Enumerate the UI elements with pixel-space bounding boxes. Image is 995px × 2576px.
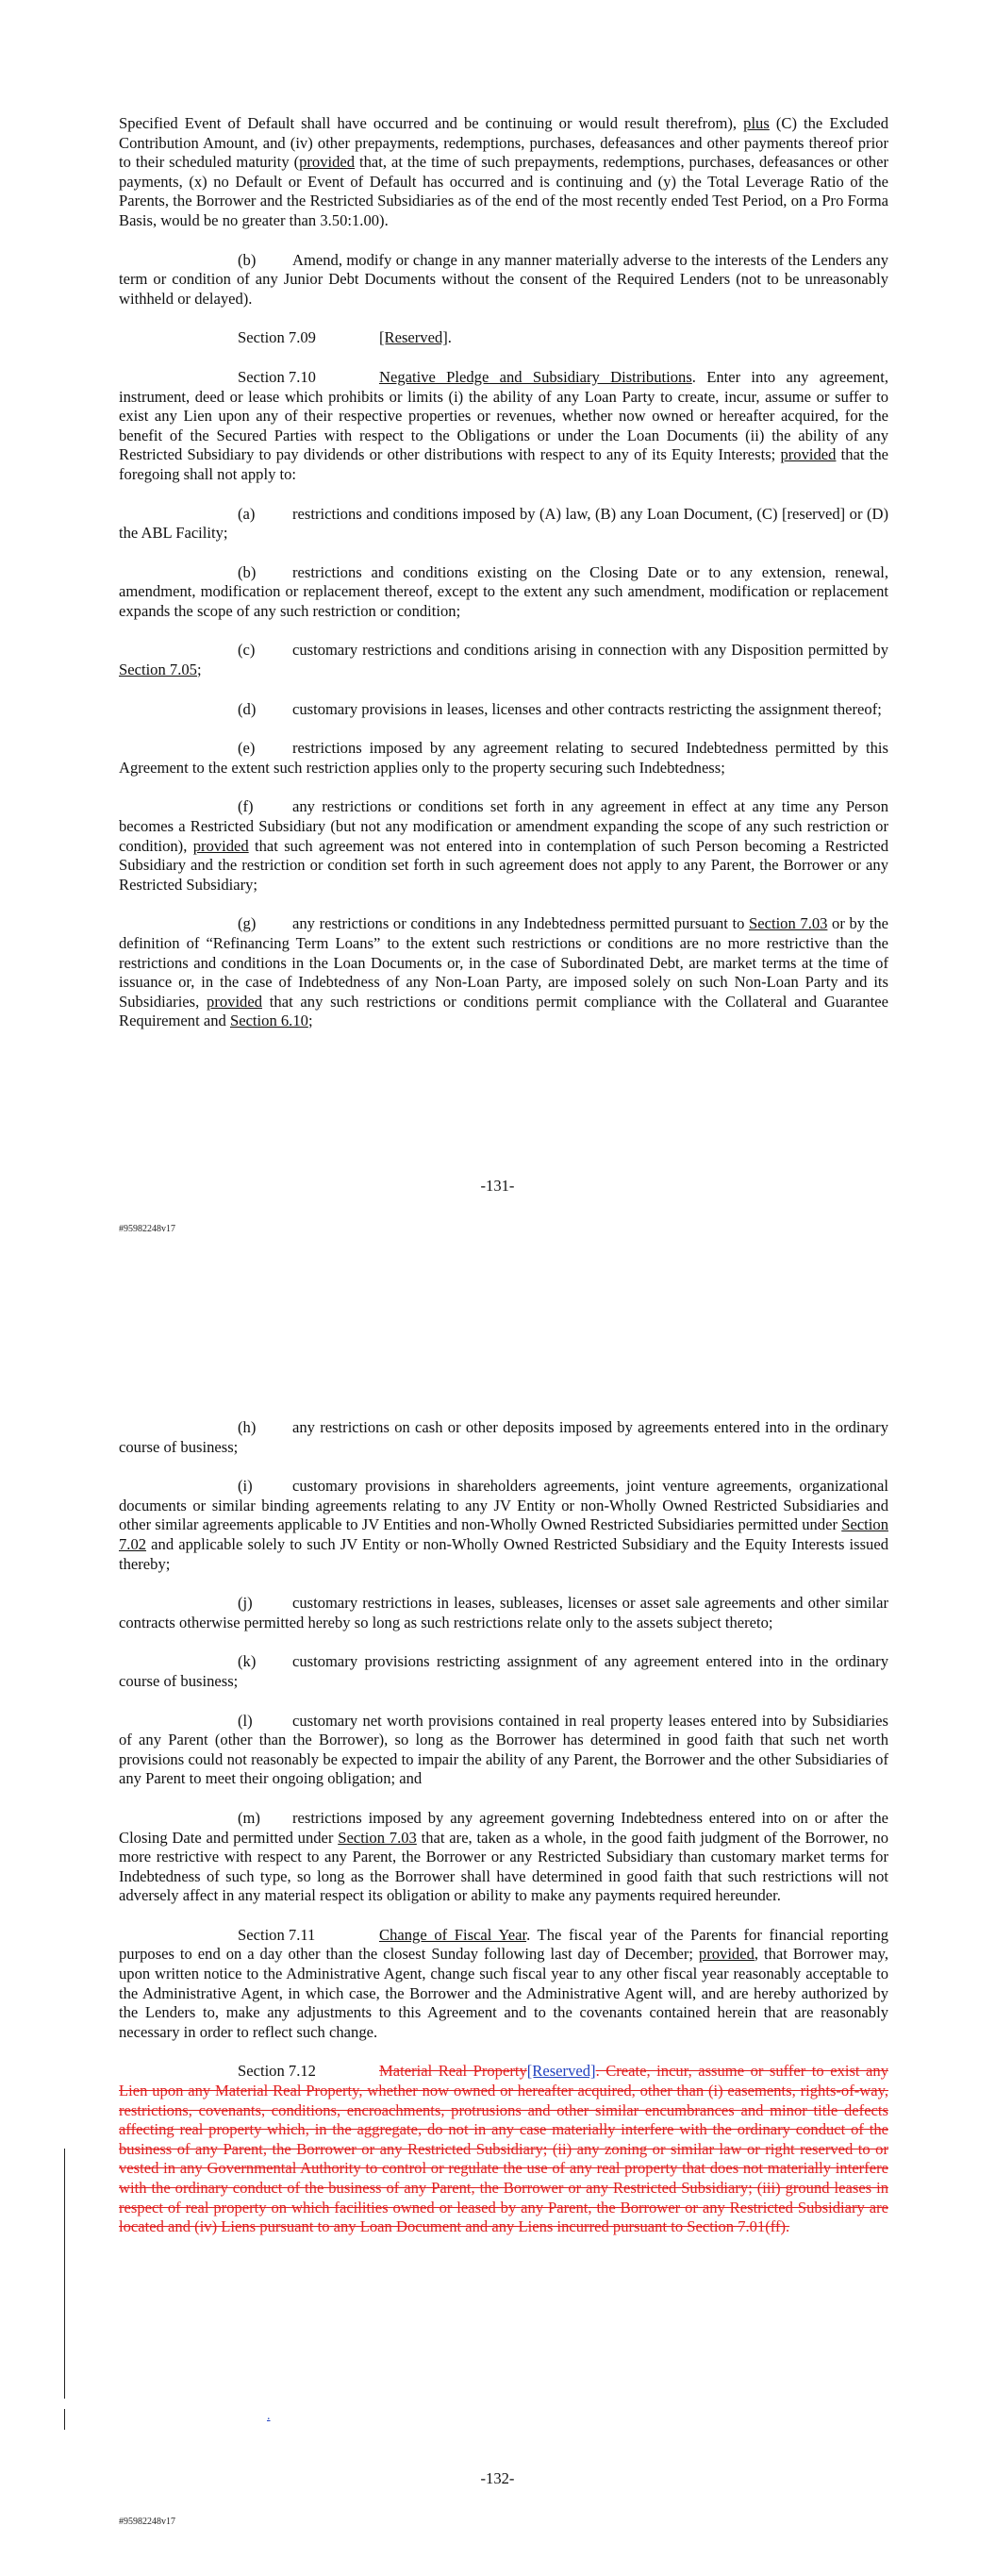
item-b: (b) restrictions and conditions existing on the Closing Date or to any extension, renewal, amendment, modification or replacement thereof, except to the extent any such amendment, modification or replacement expands the scope of any such restriction or condition; (119, 562, 888, 620)
item-e: (e) restrictions imposed by any agreement relating to secured Indebtedness permitted by this Agreement to the extent such restriction applies only to the property securing such Indebtedness; (119, 739, 888, 777)
page-131 (0, 0, 995, 1283)
item-j: (j) customary restrictions in leases, subleases, licenses or asset sale agreements and other similar contracts otherwise permitted hereby so long as such restrictions relate only to the assets subject thereto; (119, 1594, 888, 1631)
item-l: (l) customary net worth provisions contained in real property leases entered into by Subsidiaries of any Parent (other than the Borrower), so long as the Borrower has determined in good faith that such net worth provisions could not reasonably be expected to impair the ability of any Parent, the Borrower and the other Subsidiaries of any Parent to meet their ongoing obligation; and (119, 1711, 888, 1788)
item-label: (g) (238, 914, 257, 933)
item-d: (d) customary provisions in leases, licenses and other contracts restricting the assignment thereof; (238, 699, 882, 718)
section-title: [Reserved] (379, 328, 448, 347)
clause-label: (b) (238, 250, 257, 269)
item-c: (c) customary restrictions and conditions arising in connection with any Disposition permitted by Section 7.05; (119, 641, 888, 679)
section-reference: Section 7.02 (119, 1515, 888, 1553)
deleted-section-title: Material Real Property (379, 2062, 527, 2081)
item-g: (g) any restrictions or conditions in any Indebtedness permitted pursuant to Section 7.03 or by the definition of “Refinancing Term Loans” to the extent such restrictions or conditions are no more restrictive than the restrictions and conditions in the Loan Documents or, in the case of Subordinated Debt, are market terms at the time of issuance or, in the case of Indebtedness of any Non-Loan Party, are imposed solely on such Non-Loan Party and its Subsidiaries, provided that any such restrictions or conditions permit compliance with the Collateral and Guarantee Requirement and Section 6.10; (119, 914, 888, 1030)
item-label: (h) (238, 1418, 257, 1436)
item-label: (l) (238, 1711, 253, 1730)
section-7-09: Section 7.09 [Reserved]. (238, 328, 452, 347)
section-title: Negative Pledge and Subsidiary Distributions (379, 367, 692, 386)
item-label: (a) (238, 504, 256, 523)
item-h: (h) any restrictions on cash or other deposits imposed by agreements entered into in the ordinary course of business; (119, 1418, 888, 1456)
provided-term: provided (780, 445, 837, 464)
item-label: (f) (238, 797, 254, 816)
continuation-paragraph: Specified Event of Default shall have occurred and be continuing or would result therefrom), plus (C) the Excluded Contribution Amount, and (iv) other prepayments, redemptions, purchases, defeasances and other payments thereof prior to their scheduled maturity (provided that, at the time of such prepayments, redemptions, purchases, defeasances or other payments, (x) no Default or Event of Default has occurred and is continuing and (y) the Total Leverage Ratio of the Parents, the Borrower and the Restricted Subsidiaries as of the end of the most recently ended Test Period, on a Pro Forma Basis, would be no greater than 3.50:1.00). (119, 114, 888, 229)
clause-b: (b) Amend, modify or change in any manner materially adverse to the interests of the Lenders any term or condition of any Junior Debt Documents without the consent of the Required Lenders (not to be unreasonably withheld or delayed). (119, 250, 888, 308)
item-i: (i) customary provisions in shareholders agreements, joint venture agreements, organizational documents or similar binding agreements relating to any JV Entity or non-Wholly Owned Restricted Subsidiaries and other similar agreements applicable to JV Entities and non-Wholly Owned Restricted Subsidiaries permitted under Section 7.02 and applicable solely to such JV Entity or non-Wholly Owned Restricted Subsidiary and the Equity Interests issued thereby; (119, 1477, 888, 1573)
section-7-12 (119, 2062, 888, 2236)
revision-change-bar (64, 2409, 65, 2430)
section-reference: Section 7.05 (119, 661, 197, 679)
document-id: #95982248v17 (119, 1224, 175, 1234)
provided-term: provided (698, 1945, 755, 1964)
item-label: (b) (238, 562, 257, 581)
section-reference: Section 7.03 (749, 914, 828, 933)
item-a: (a) restrictions and conditions imposed by (A) law, (B) any Loan Document, (C) [reserved] or (D) the ABL Facility; (119, 504, 888, 543)
item-k: (k) customary provisions restricting assignment of any agreement entered into in the ordinary course of business; (119, 1652, 888, 1690)
section-number: Section 7.10 (238, 367, 316, 386)
item-label: (e) (238, 739, 256, 758)
item-f: (f) any restrictions or conditions set forth in any agreement in effect at any time any Person becomes a Restricted Subsidiary (but not any modification or amendment expanding the scope of any such restriction or condition), provided that such agreement was not entered into in contemplation of such Person becoming a Restricted Subsidiary and the restriction or condition set forth in such agreement does not apply to any Parent, the Borrower or any Restricted Subsidiary; (119, 797, 888, 894)
page-132-body (119, 1418, 888, 2237)
page-131-body (119, 114, 888, 1031)
deleted-section-text: . Create, incur, assume or suffer to exist any Lien upon any Material Real Property, whether now owned or hereafter acquired, other than (i) easements, rights-of-way, restrictions, covenants, conditions, encroachments, protrusions and other similar encumbrances and minor title defects affecting real property which, in the aggregate, do not in any case materially interfere with the ordinary conduct of the business of any Parent, the Borrower or any Restricted Subsidiary; (ii) any zoning or similar law or right reserved to or vested in any Governmental Authority to control or regulate the use of any real property that does not materially interfere with the ordinary conduct of the business of any Parent, the Borrower or any Restricted Subsidiary; (iii) ground leases in respect of real property on which facilities owned or leased by any Parent, the Borrower or any Restricted Subsidiary are located and (iv) Liens pursuant to any Loan Document and any Liens incurred pursuant to Section 7.01(ff). (119, 2062, 889, 2236)
item-label: (k) (238, 1652, 257, 1671)
section-number: Section 7.09 (238, 328, 316, 347)
section-number: Section 7.11 (238, 1925, 316, 1944)
item-label: (d) (238, 699, 257, 718)
item-label: (j) (238, 1594, 253, 1613)
section-title: Change of Fiscal Year (379, 1925, 527, 1944)
item-label: (m) (238, 1808, 260, 1827)
revision-change-bar (64, 2149, 65, 2399)
section-7-10: Section 7.10 Negative Pledge and Subsidiary Distributions. Enter into any agreement, instrument, deed or lease which prohibits or limits (i) the ability of any Loan Party to create, incur, assume or suffer to exist any Lien upon any of their respective properties or revenues, whether now owned or hereafter acquired, for the benefit of the Secured Parties with respect to the Obligations or under the Loan Documents (ii) the ability of any Restricted Subsidiary to pay dividends or other distributions with respect to any of its Equity Interests; provided that the foregoing shall not apply to: (119, 367, 888, 483)
item-label: (c) (238, 641, 256, 660)
section-7-11: Section 7.11 Change of Fiscal Year. The fiscal year of the Parents for financial reporting purposes to end on a day other than the closest Sunday following last day of December; provided, that Borrower may, upon written notice to the Administrative Agent, change such fiscal year to any other fiscal year reasonably acceptable to the Administrative Agent, in which case, the Borrower and the Administrative Agent will, and are hereby authorized by the Lenders to, make any adjustments to this Agreement and to the covenants contained herein that are reasonably necessary in order to reflect such change. (119, 1925, 889, 2041)
provided-term: provided (207, 992, 263, 1011)
plus-term: plus (743, 114, 770, 132)
item-m: (m) restrictions imposed by any agreement governing Indebtedness entered into on or after the Closing Date and permitted under Section 7.03 that are, taken as a whole, in the good faith judgment of the Borrower, no more restrictive with respect to any Parent, the Borrower or any Restricted Subsidiary than customary market terms for Indebtedness of such type, so long as the Borrower shall have determined in good faith that such restrictions will not adversely affect in any material respect its obligation or ability to make any payments required hereunder. (119, 1808, 888, 1905)
document-id: #95982248v17 (119, 2517, 175, 2527)
inserted-reserved-text: [Reserved] (526, 2062, 596, 2081)
section-reference: Section 6.10 (229, 1012, 308, 1030)
provided-term: provided (299, 153, 356, 172)
section-reference: Section 7.03 (338, 1828, 417, 1847)
provided-term: provided (192, 836, 249, 855)
item-label: (i) (238, 1477, 253, 1496)
page-132 (0, 1283, 995, 2576)
page-number: -131- (480, 1177, 515, 1195)
page-number: -132- (480, 2469, 515, 2487)
inserted-mark: . (267, 2409, 271, 2423)
section-number: Section 7.12 (238, 2062, 316, 2081)
